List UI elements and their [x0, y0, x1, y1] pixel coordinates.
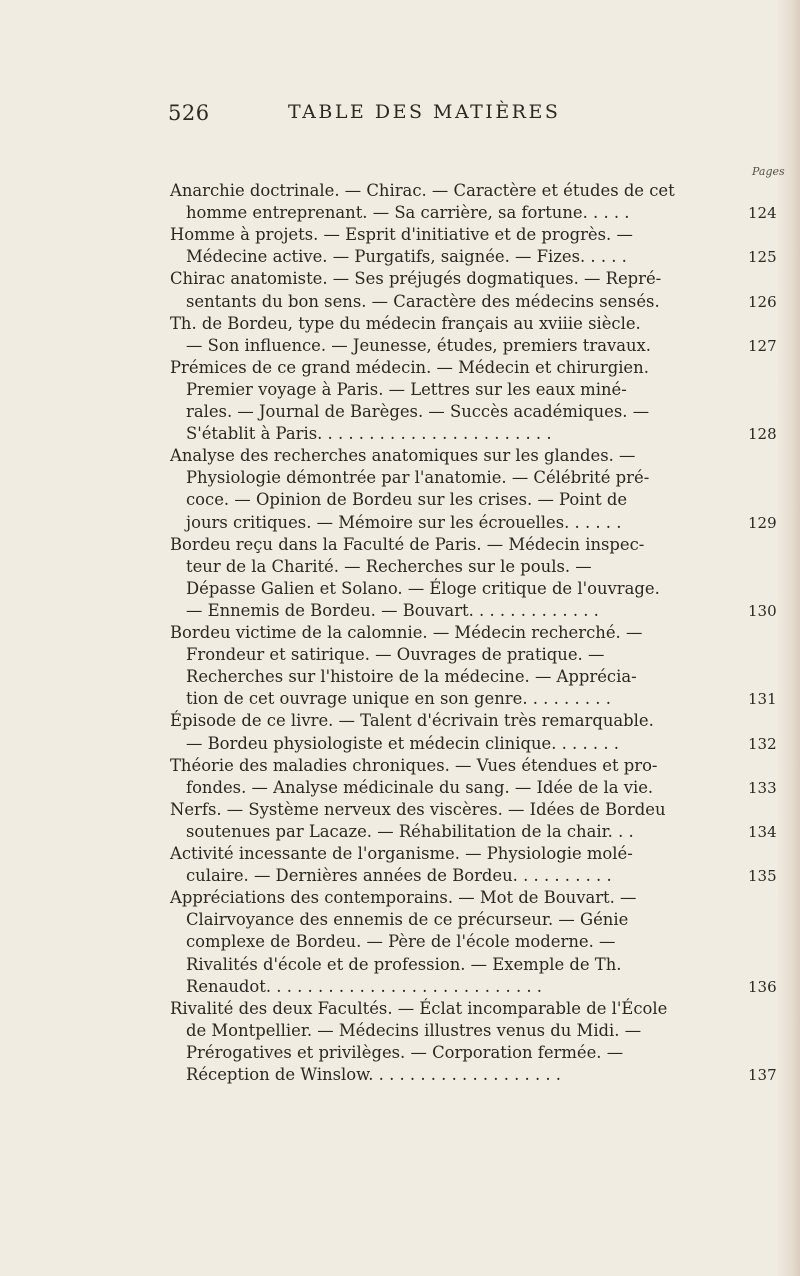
toc-entry-line: Renaudot. . . . . . . . . . . . . . . . . . . . . . . . . . .: [186, 976, 543, 996]
toc-entry-first-line: Chirac anatomiste. — Ses préjugés dogmatiques. — Repré-: [170, 269, 662, 289]
toc-entry-line: Premier voyage à Paris. — Lettres sur les eaux miné-: [186, 379, 627, 399]
toc-entry-line: S'établit à Paris. . . . . . . . . . . . . . . . . . . . . . .: [186, 424, 552, 444]
toc-entry-line: Prérogatives et privilèges. — Corporation fermée. —: [186, 1042, 624, 1062]
toc-page-number: 133: [748, 778, 777, 797]
toc-entry-line: complexe de Bordeu. — Père de l'école moderne. —: [186, 932, 616, 952]
toc-entry-line: Rivalités d'école et de profession. — Exemple de Th.: [186, 954, 622, 974]
page-header: [0, 101, 800, 131]
toc-entry-first-line: Nerfs. — Système nerveux des viscères. — Idées de Bordeu: [170, 799, 666, 819]
toc-page-number: 128: [748, 425, 777, 444]
toc-entry-line: Réception de Winslow. . . . . . . . . . . . . . . . . . .: [186, 1065, 562, 1084]
toc-entry-line: Recherches sur l'histoire de la médecine. — Apprécia-: [186, 667, 637, 687]
toc-entry-first-line: Appréciations des contemporains. — Mot de Bouvart. —: [170, 888, 637, 908]
toc-entry-line: tion de cet ouvrage unique en son genre. . . . . . . . .: [186, 689, 611, 709]
toc-entry-first-line: Th. de Bordeu, type du médecin français au xviiie siècle.: [170, 313, 641, 333]
toc-entry-line: rales. — Journal de Barèges. — Succès académiques. —: [186, 402, 650, 421]
toc-page-number: 129: [748, 513, 777, 532]
toc-entry-line: soutenues par Lacaze. — Réhabilitation de la chair. . .: [186, 821, 634, 841]
toc-entry-first-line: Bordeu reçu dans la Faculté de Paris. — Médecin inspec-: [170, 534, 645, 554]
toc-page-number: 124: [748, 204, 777, 223]
page-number: 526: [168, 101, 210, 125]
toc-entry-first-line: Rivalité des deux Facultés. — Éclat incomparable de l'École: [170, 998, 668, 1018]
toc-entry-first-line: Anarchie doctrinale. — Chirac. — Caractère et études de cet: [170, 181, 675, 200]
toc-page-number: 136: [748, 977, 777, 996]
toc-entry-line: Physiologie démontrée par l'anatomie. — Célébrité pré-: [186, 468, 650, 488]
toc-page-number: 126: [748, 292, 777, 311]
toc-page-number: 127: [748, 336, 777, 355]
toc-entry-first-line: Prémices de ce grand médecin. — Médecin et chirurgien.: [170, 357, 649, 377]
toc-entry-first-line: Épisode de ce livre. — Talent d'écrivain très remarquable.: [170, 711, 654, 731]
toc-page-number: 135: [748, 867, 777, 886]
toc-entry-line: de Montpellier. — Médecins illustres venus du Midi. —: [186, 1020, 642, 1040]
toc-page-number: 131: [748, 690, 777, 709]
toc-page-number: 134: [748, 822, 777, 841]
toc-entry-first-line: Activité incessante de l'organisme. — Physiologie molé-: [170, 844, 633, 863]
toc-entry-line: Dépasse Galien et Solano. — Éloge critique de l'ouvrage.: [186, 578, 660, 598]
running-title: TABLE DES MATIÈRES: [288, 101, 561, 123]
pages-column-label: Pages: [752, 165, 785, 178]
toc-entry-line: culaire. — Dernières années de Bordeu. . . . . . . . . .: [186, 866, 612, 886]
toc-entry-line: — Ennemis de Bordeu. — Bouvart. . . . . . . . . . . . .: [186, 600, 599, 620]
toc-entry-line: — Bordeu physiologiste et médecin clinique. . . . . . .: [186, 733, 619, 753]
toc-page-number: 130: [748, 601, 777, 620]
toc-entry-line: teur de la Charité. — Recherches sur le pouls. —: [186, 556, 592, 576]
page-edge-shadow: [778, 0, 800, 1276]
toc-page-number: 137: [748, 1066, 777, 1084]
toc-entry-line: Clairvoyance des ennemis de ce précurseur. — Génie: [186, 910, 629, 930]
toc-entry-first-line: Analyse des recherches anatomiques sur les glandes. —: [170, 446, 636, 466]
toc-entry-line: sentants du bon sens. — Caractère des médecins sensés.: [186, 291, 660, 311]
toc-entry-first-line: Théorie des maladies chroniques. — Vues étendues et pro-: [170, 755, 658, 775]
toc-page-number: 132: [748, 734, 777, 753]
toc-entry-line: jours critiques. — Mémoire sur les écrouelles. . . . . .: [186, 512, 622, 532]
toc-page-number: 125: [748, 248, 777, 267]
toc-entry-line: Médecine active. — Purgatifs, saignée. — Fizes. . . . .: [186, 247, 627, 267]
toc-entry-first-line: Bordeu victime de la calomnie. — Médecin recherché. —: [170, 623, 643, 642]
toc-entry-line: fondes. — Analyse médicinale du sang. — Idée de la vie.: [186, 777, 654, 797]
toc-entry-first-line: Homme à projets. — Esprit d'initiative et de progrès. —: [170, 225, 633, 245]
toc-entry-line: — Son influence. — Jeunesse, études, premiers travaux.: [186, 335, 652, 355]
toc-entry-line: coce. — Opinion de Bordeu sur les crises. — Point de: [186, 490, 628, 510]
toc-entry-line: homme entreprenant. — Sa carrière, sa fortune. . . . .: [186, 203, 630, 223]
toc-entry-line: Frondeur et satirique. — Ouvrages de pratique. —: [186, 645, 605, 665]
